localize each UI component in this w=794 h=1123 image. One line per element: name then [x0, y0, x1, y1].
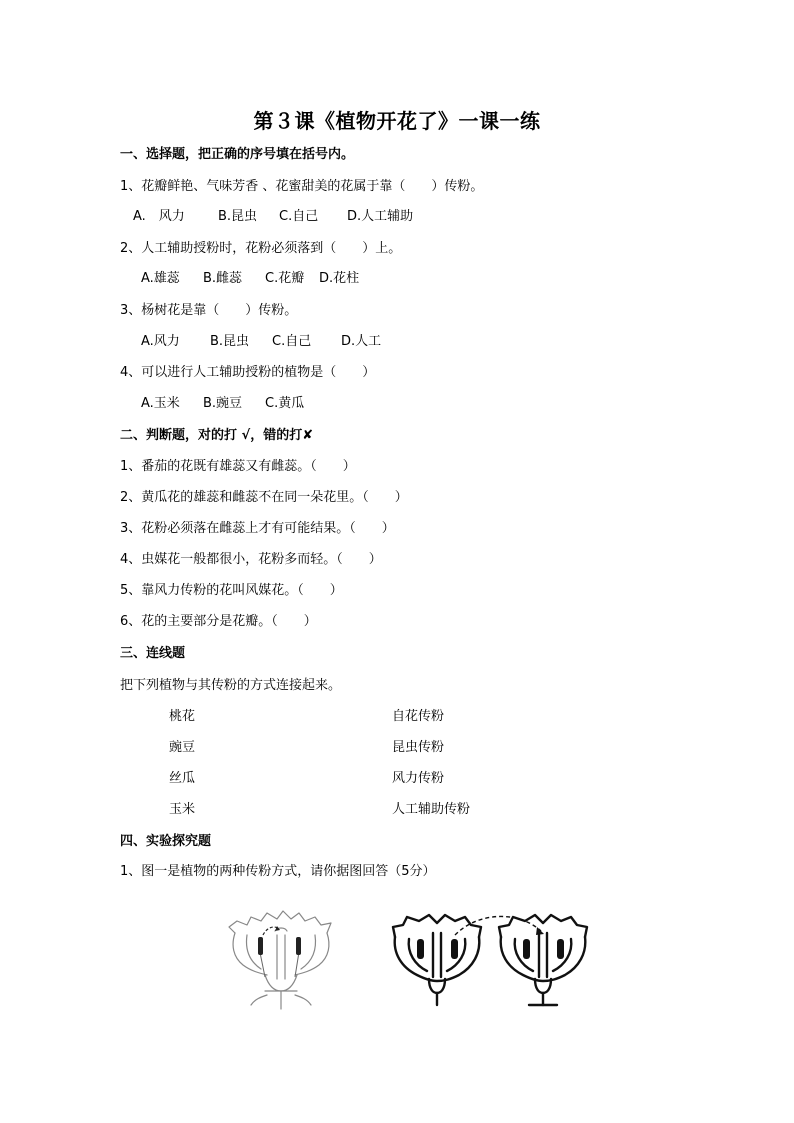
match-left-item: 豌豆	[169, 740, 196, 755]
matching-instruction: 把下列植物与其传粉的方式连接起来。	[120, 678, 342, 693]
mc-question-4: 4、可以进行人工辅助授粉的植物是（ ）	[120, 365, 376, 380]
tf-item-4: 4、虫媒花一般都很小，花粉多而轻。（ ）	[120, 552, 382, 567]
tf-item-6: 6、花的主要部分是花瓣。（ ）	[120, 614, 317, 629]
mc-q2-option-d: D.花柱	[319, 271, 360, 286]
mc-q2-option-b: B.雌蕊	[203, 271, 243, 286]
mc-q4-option-a: A.玉米	[141, 396, 180, 411]
mc-q3-option-d: D.人工	[341, 334, 382, 349]
experiment-question-1: 1、图一是植物的两种传粉方式，请你据图回答（5分）	[120, 864, 436, 879]
mc-q1-option-b: B.昆虫	[218, 209, 258, 224]
mc-q1-option-c: C.自己	[279, 209, 319, 224]
mc-q3-option-b: B.昆虫	[210, 334, 250, 349]
tf-item-5: 5、靠风力传粉的花叫风媒花。（ ）	[120, 583, 343, 598]
page-title: 第３课《植物开花了》一课一练	[253, 109, 541, 133]
section4-heading: 四、实验探究题	[120, 834, 212, 849]
mc-q4-option-b: B.豌豆	[203, 396, 243, 411]
mc-q1-option-d: D.人工辅助	[347, 209, 414, 224]
mc-q3-option-a: A.风力	[141, 334, 180, 349]
self-pollination-flower-diagram	[225, 905, 337, 1011]
section3-heading: 三、连线题	[120, 646, 186, 661]
mc-q2-option-a: A.雄蕊	[141, 271, 180, 286]
match-left-item: 桃花	[169, 709, 196, 724]
mc-question-1: 1、花瓣鲜艳、气味芳香 、花蜜甜美的花属于靠（ ）传粉。	[120, 179, 484, 194]
tf-item-1: 1、番茄的花既有雄蕊又有雌蕊。（ ）	[120, 459, 356, 474]
match-right-item: 自花传粉	[392, 709, 445, 724]
match-right-item: 昆虫传粉	[392, 740, 445, 755]
mc-q2-option-c: C.花瓣	[265, 271, 305, 286]
match-right-item: 人工辅助传粉	[392, 802, 471, 817]
mc-question-2: 2、人工辅助授粉时，花粉必须落到（ ）上。	[120, 241, 402, 256]
mc-question-3: 3、杨树花是靠（ ）传粉。	[120, 303, 298, 318]
mc-q1-option-a: A. 风力	[133, 209, 185, 224]
mc-q4-option-c: C.黄瓜	[265, 396, 305, 411]
section2-heading: 二、判断题，对的打 √，错的打✘	[120, 428, 314, 443]
match-right-item: 风力传粉	[392, 771, 445, 786]
match-left-item: 丝瓜	[169, 771, 196, 786]
tf-item-2: 2、黄瓜花的雄蕊和雌蕊不在同一朵花里。（ ）	[120, 490, 408, 505]
cross-pollination-flowers-diagram	[389, 905, 595, 1011]
match-left-item: 玉米	[169, 802, 196, 817]
tf-item-3: 3、花粉必须落在雌蕊上才有可能结果。（ ）	[120, 521, 395, 536]
mc-q3-option-c: C.自己	[272, 334, 312, 349]
section1-heading: 一、选择题，把正确的序号填在括号内。	[120, 147, 355, 162]
